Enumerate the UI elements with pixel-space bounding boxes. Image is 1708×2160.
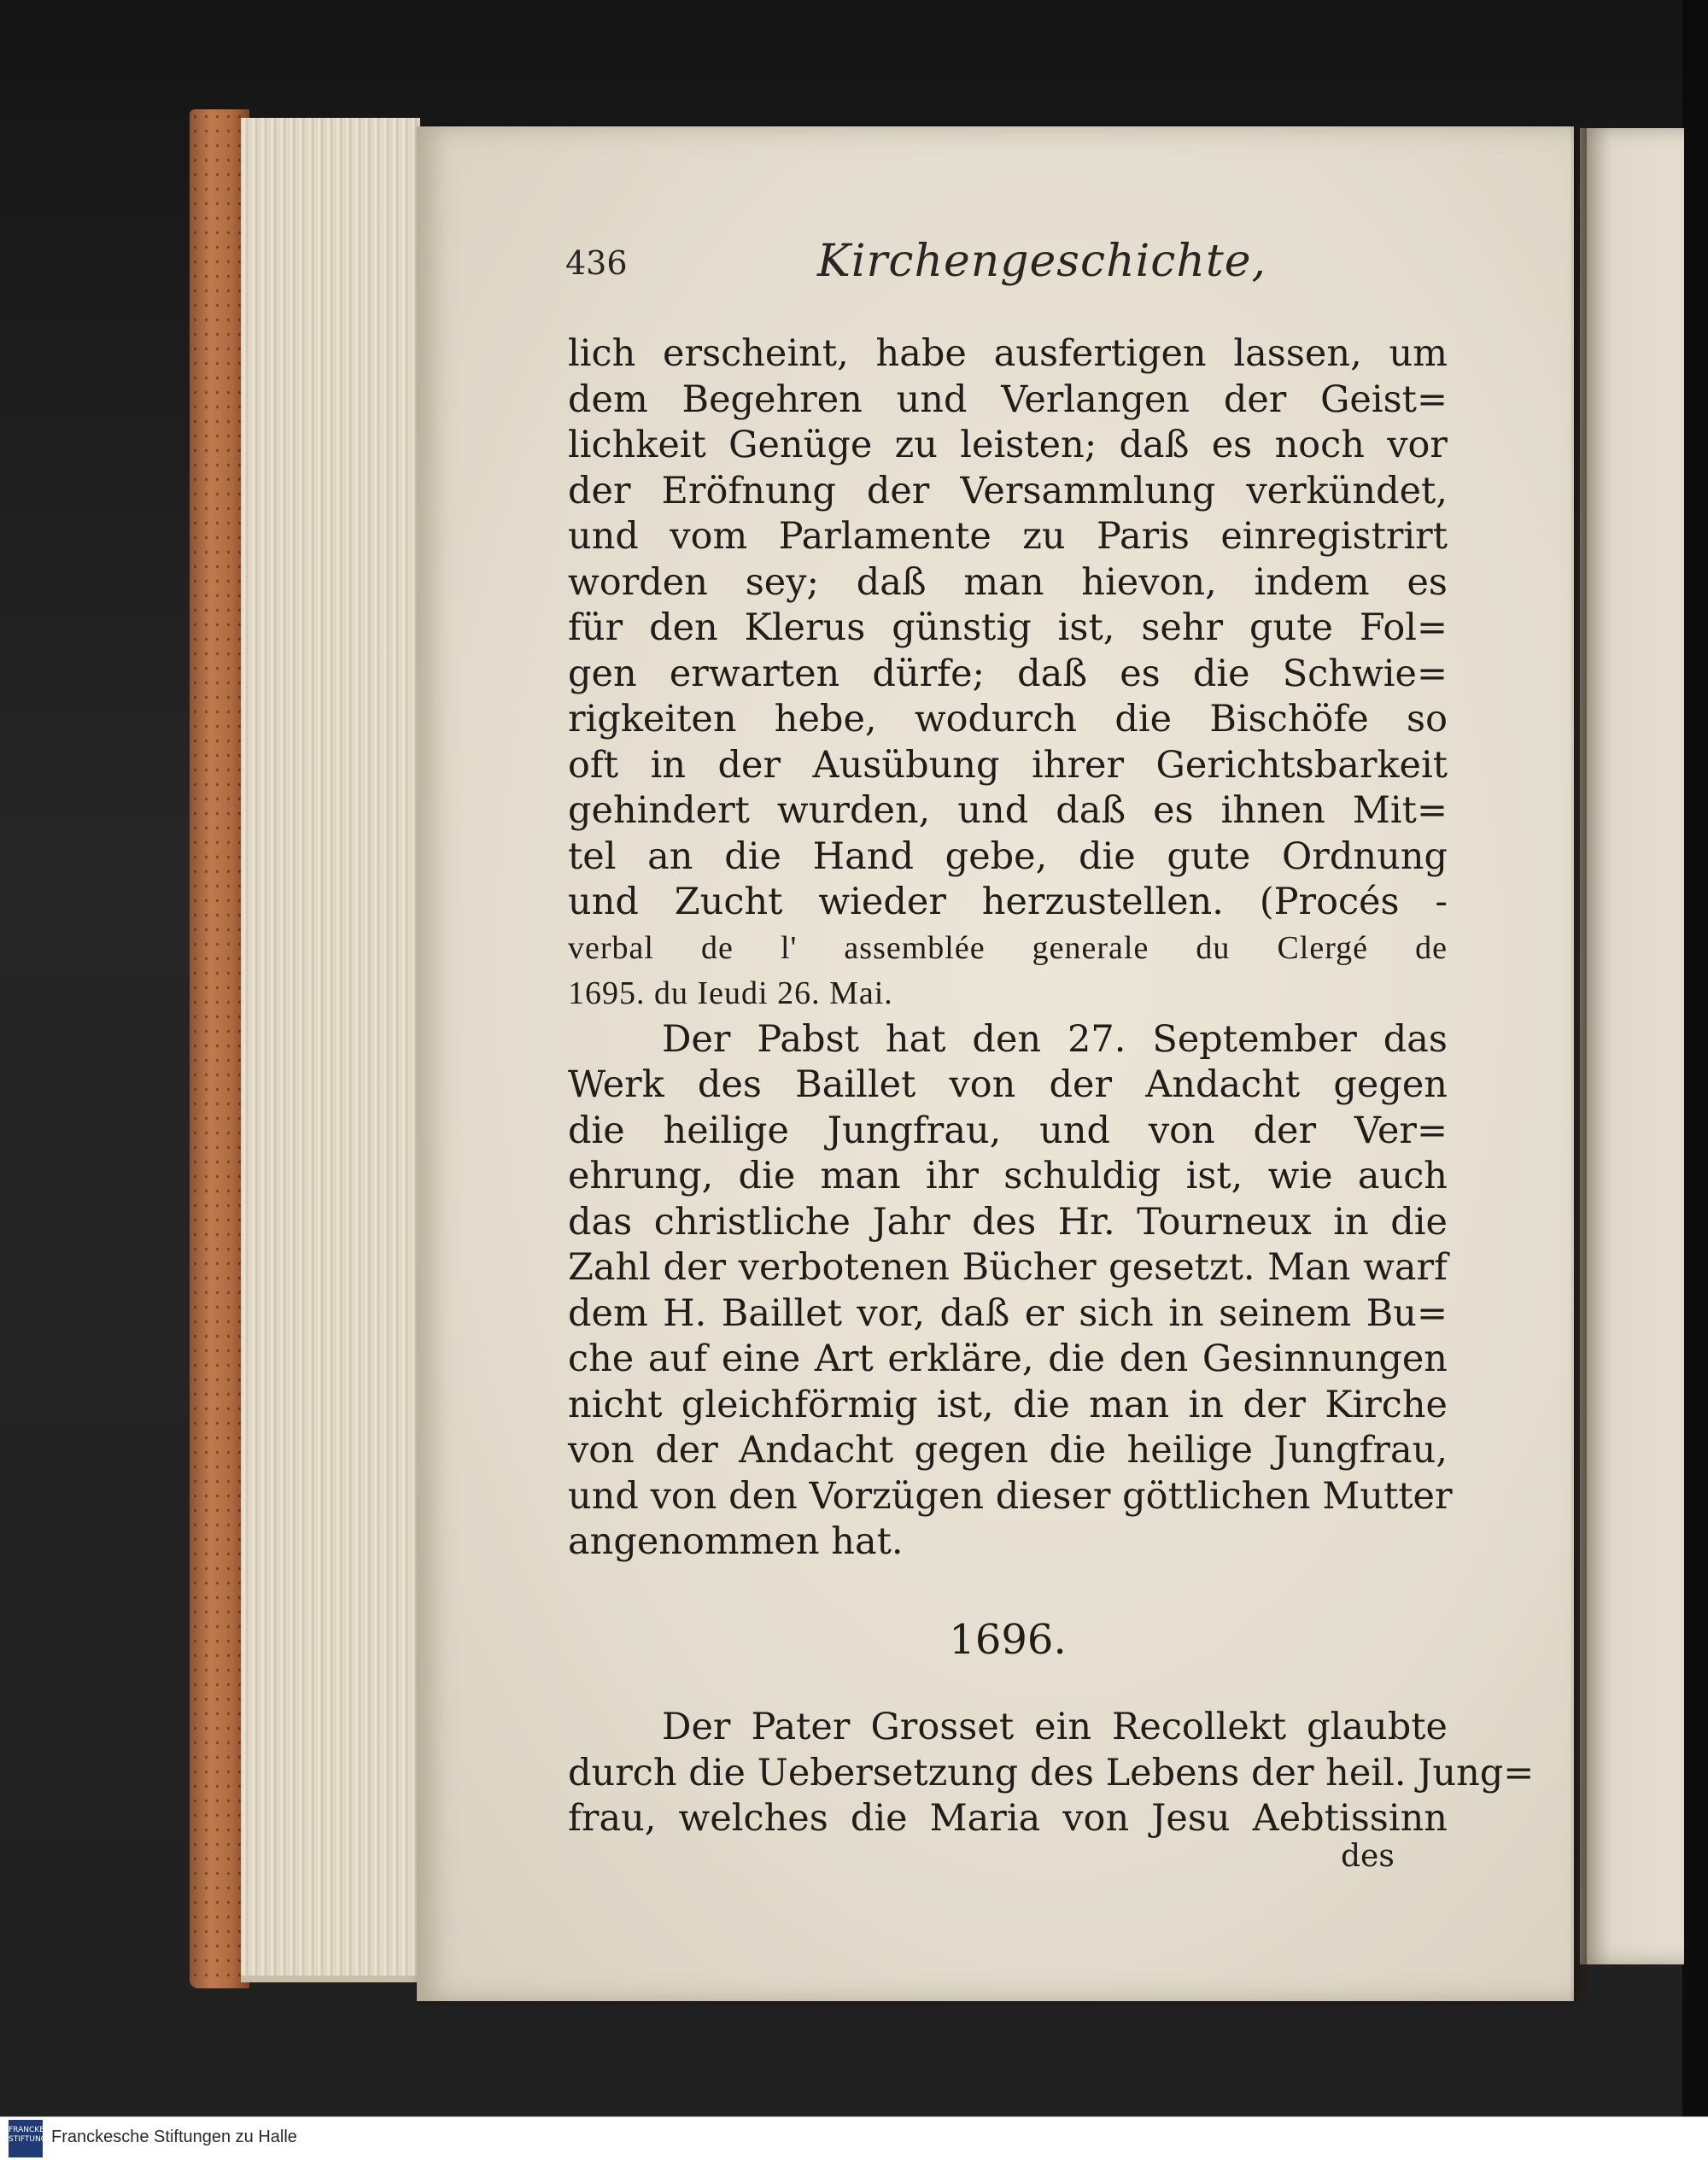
- text-line: ehrung, die man ihr schuldig ist, wie auch: [568, 1155, 1448, 1197]
- text-line-latin: verbal de l' assemblée generale du Clergé de: [568, 929, 1448, 966]
- text-line: rigkeiten hebe, wodurch die Bischöfe so: [568, 698, 1448, 740]
- text-line: von der Andacht gegen die heilige Jungfrau,: [568, 1429, 1448, 1472]
- footer-bar: [0, 2116, 1708, 2160]
- paragraph-3: [568, 1705, 1535, 1842]
- page-stack-edges: [241, 118, 420, 1982]
- text-line-latin: 1695. du Ieudi 26. Mai.: [568, 975, 893, 1011]
- institution-logo[interactable]: [9, 2120, 66, 2157]
- text-line: gehindert wurden, und daß es ihnen Mit=: [568, 789, 1448, 832]
- paragraph-1: [568, 331, 1453, 1566]
- text-line: dem Begehren und Verlangen der Geist=: [568, 378, 1448, 421]
- text-line: lich erscheint, habe ausfertigen lassen, um: [568, 332, 1448, 375]
- catchword: des: [1341, 1839, 1395, 1874]
- text-line: che auf eine Art erkläre, die den Gesinnungen: [568, 1338, 1448, 1380]
- facing-page-edge: [1580, 128, 1684, 1964]
- text-line: dem H. Baillet vor, daß er sich in seinem Bu=: [568, 1291, 1448, 1335]
- text-line: der Eröfnung der Versammlung verkündet,: [568, 469, 1448, 512]
- text-line: oft in der Ausübung ihrer Gerichtsbarkeit: [568, 743, 1448, 787]
- text-line: und von den Vorzügen dieser göttlichen Mutter: [568, 1474, 1453, 1518]
- page-header: [565, 236, 1454, 296]
- text-line: das christliche Jahr des Hr. Tourneux in die: [568, 1200, 1448, 1244]
- text-line: und vom Parlamente zu Paris einregistrirt: [568, 515, 1448, 558]
- text-line: gen erwarten dürfe; daß es die Schwie=: [568, 652, 1448, 695]
- text-line: angenommen hat.: [568, 1520, 904, 1563]
- text-line: die heilige Jungfrau, und von der Ver=: [568, 1109, 1448, 1152]
- text-line: tel an die Hand gebe, die gute Ordnung: [568, 834, 1448, 878]
- text-line: nicht gleichförmig ist, die man in der Kirche: [568, 1383, 1448, 1426]
- running-title: Kirchengeschichte,: [817, 236, 1267, 287]
- text-line: und Zucht wieder herzustellen. (Procés -: [568, 881, 1448, 923]
- logo-text: FRANCKESCHE STIFTUNGEN: [9, 2126, 66, 2144]
- year-heading: 1696.: [949, 1616, 1067, 1664]
- text-line: durch die Uebersetzung des Lebens der heil. Jung=: [568, 1751, 1535, 1794]
- text-line: Der Pabst hat den 27. September das: [662, 1017, 1448, 1061]
- text-line: Der Pater Grosset ein Recollekt glaubte: [662, 1706, 1448, 1748]
- text-line: Zahl der verbotenen Bücher gesetzt. Man warf: [568, 1246, 1448, 1289]
- gutter-shadow: [1570, 126, 1587, 2001]
- institution-name: Franckesche Stiftungen zu Halle: [51, 2128, 297, 2146]
- text-line: für den Klerus günstig ist, sehr gute Fol=: [568, 606, 1448, 649]
- page-number: 436: [565, 244, 628, 282]
- text-line: Werk des Baillet von der Andacht gegen: [568, 1063, 1448, 1106]
- text-line: frau, welches die Maria von Jesu Aebtissinn: [568, 1797, 1448, 1840]
- text-line: lichkeit Genüge zu leisten; daß es noch vor: [568, 424, 1448, 466]
- background-strip: [1682, 0, 1708, 2116]
- text-line: worden sey; daß man hievon, indem es: [568, 560, 1448, 604]
